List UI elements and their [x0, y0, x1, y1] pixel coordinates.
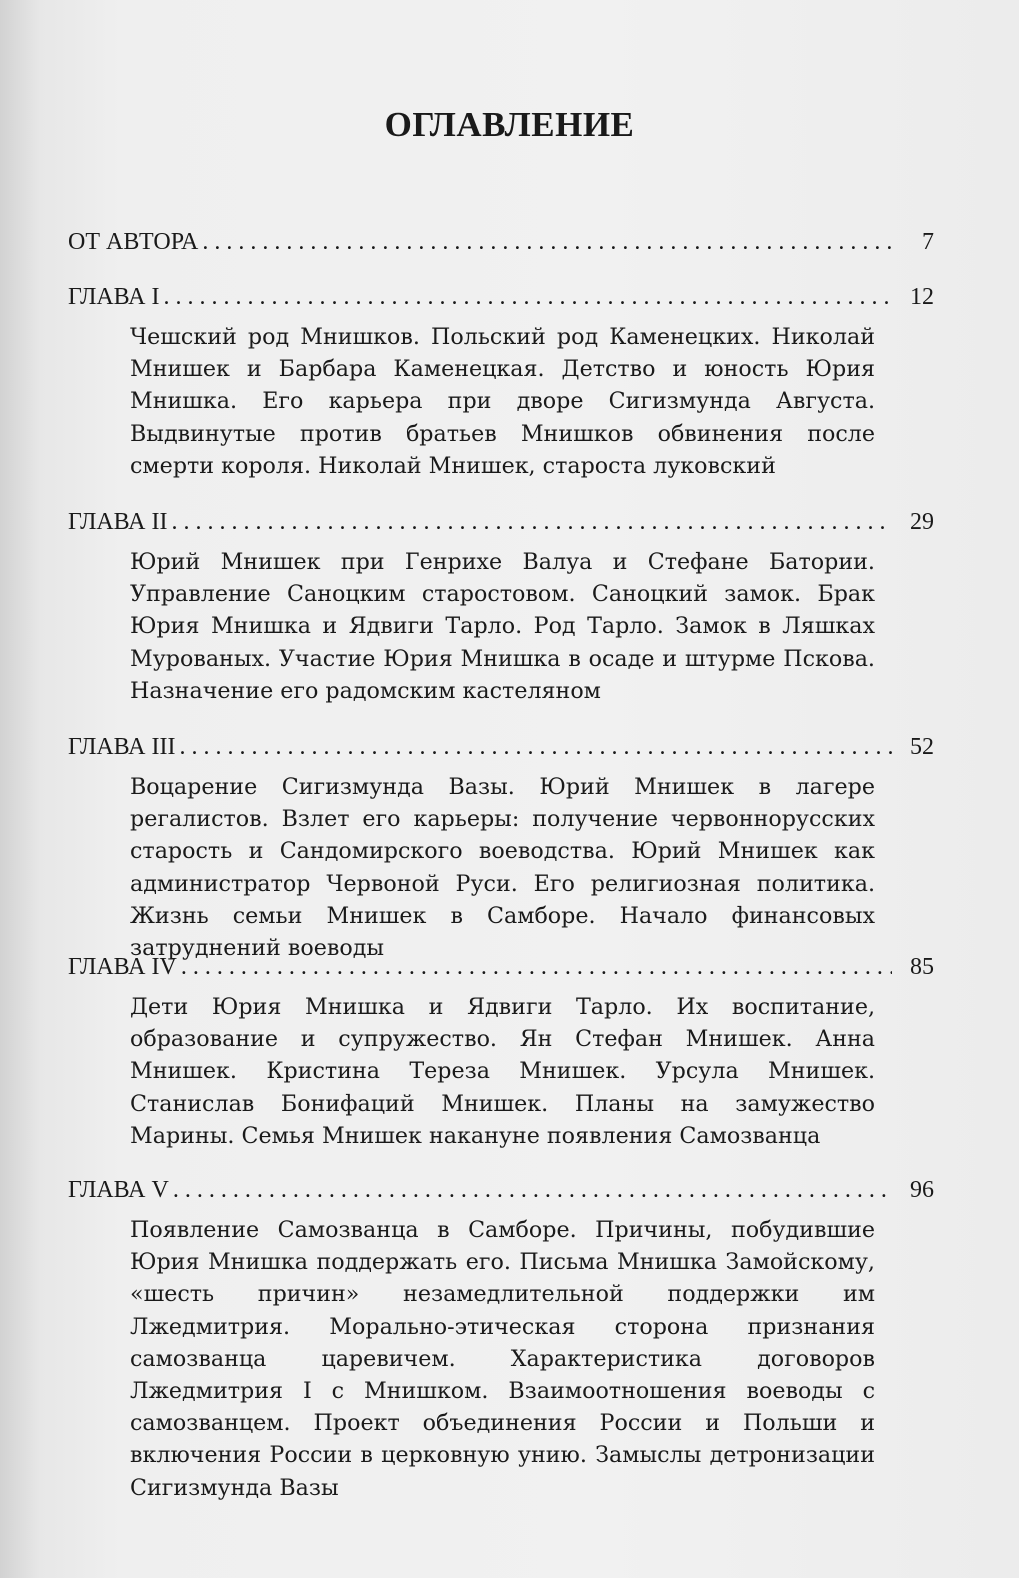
toc-entry-chapter-2 — [68, 502, 934, 707]
toc-entry-chapter-5 — [68, 1170, 934, 1504]
toc-entry-author — [68, 222, 934, 262]
toc-entry-description: Юрий Мнишек при Генрихе Валуа и Стефане Батории. Управление Саноцким старостовом. Саноцкий замок. Брак Юрия Мнишка и Ядвиги Тарло. Род Тарло. Замок в Ляшках Мурованых. Участие Юрия Мнишка в осаде и штурме Пскова. Назначение его радомским кастеляном — [130, 549, 875, 704]
toc-entry-label: ГЛАВА I — [68, 284, 160, 310]
toc-entry-chapter-3 — [68, 727, 934, 964]
toc-entry-description: Дети Юрия Мнишка и Ядвиги Тарло. Их воспитание, образование и супружество. Ян Стефан Мнишек. Анна Мнишек. Кристина Тереза Мнишек. Урсула Мнишек. Станислав Бонифаций Мнишек. Планы на замужество Марины. Семья Мнишек накануне появления Самозванца — [130, 994, 875, 1149]
toc-entry-page-number: 85 — [910, 954, 934, 980]
dot-leader — [172, 502, 893, 542]
toc-entry-label: ГЛАВА II — [68, 509, 168, 535]
toc-entry-label: ГЛАВА V — [68, 1177, 169, 1203]
toc-entry-page-number: 12 — [910, 284, 934, 310]
toc-entry-description: Появление Самозванца в Самборе. Причины, побудившие Юрия Мнишка поддержать его. Письма Мнишка Замойскому, «шесть причин» незамедлительной поддержки им Лжедмитрия. Морально-этическая сторона признания самозванца царевичем. Характеристика договоров Лжедмитрия I с Мнишком. Взаимоотношения воеводы с самозванцем. Проект объединения России и Польши и включения России в церковную унию. Замыслы детронизации Сигизмунда Вазы — [130, 1217, 875, 1501]
toc-entry-line — [68, 502, 934, 542]
toc-entry-line — [68, 1170, 934, 1210]
toc-entry-label: ГЛАВА III — [68, 734, 176, 760]
toc-entry-line — [68, 277, 934, 317]
toc-entry-page-number: 7 — [922, 229, 934, 255]
toc-entry-line — [68, 222, 934, 262]
toc-entry-description: Чешский род Мнишков. Польский род Каменецких. Николай Мнишек и Барбара Каменецкая. Детство и юность Юрия Мнишка. Его карьера при дворе Сигизмунда Августа. Выдвинутые против братьев Мнишков обвинения после смерти короля. Николай Мнишек, староста луковский — [130, 324, 875, 479]
dot-leader — [179, 727, 892, 767]
toc-entry-label: ГЛАВА IV — [68, 954, 177, 980]
dot-leader — [202, 222, 892, 262]
dot-leader — [173, 1170, 892, 1210]
toc-entry-label: ОТ АВТОРА — [68, 229, 199, 255]
toc-entry-page-number: 29 — [910, 509, 934, 535]
dot-leader — [164, 277, 893, 317]
toc-entry-chapter-4 — [68, 947, 934, 1152]
page-title: ОГЛАВЛЕНИЕ — [384, 105, 635, 145]
toc-entry-line — [68, 947, 934, 987]
toc-entry-page-number: 52 — [910, 734, 934, 760]
toc-entry-description: Воцарение Сигизмунда Вазы. Юрий Мнишек в лагере регалистов. Взлет его карьеры: получение червоннорусских старость и Сандомирского воеводства. Юрий Мнишек как администратор Червоной Руси. Его религиозная политика. Жизнь семьи Мнишек в Самборе. Начало финансовых затруднений воеводы — [130, 774, 875, 962]
toc-entry-chapter-1 — [68, 277, 934, 482]
dot-leader — [181, 947, 892, 987]
toc-entry-line — [68, 727, 934, 767]
toc-entry-page-number: 96 — [910, 1177, 934, 1203]
